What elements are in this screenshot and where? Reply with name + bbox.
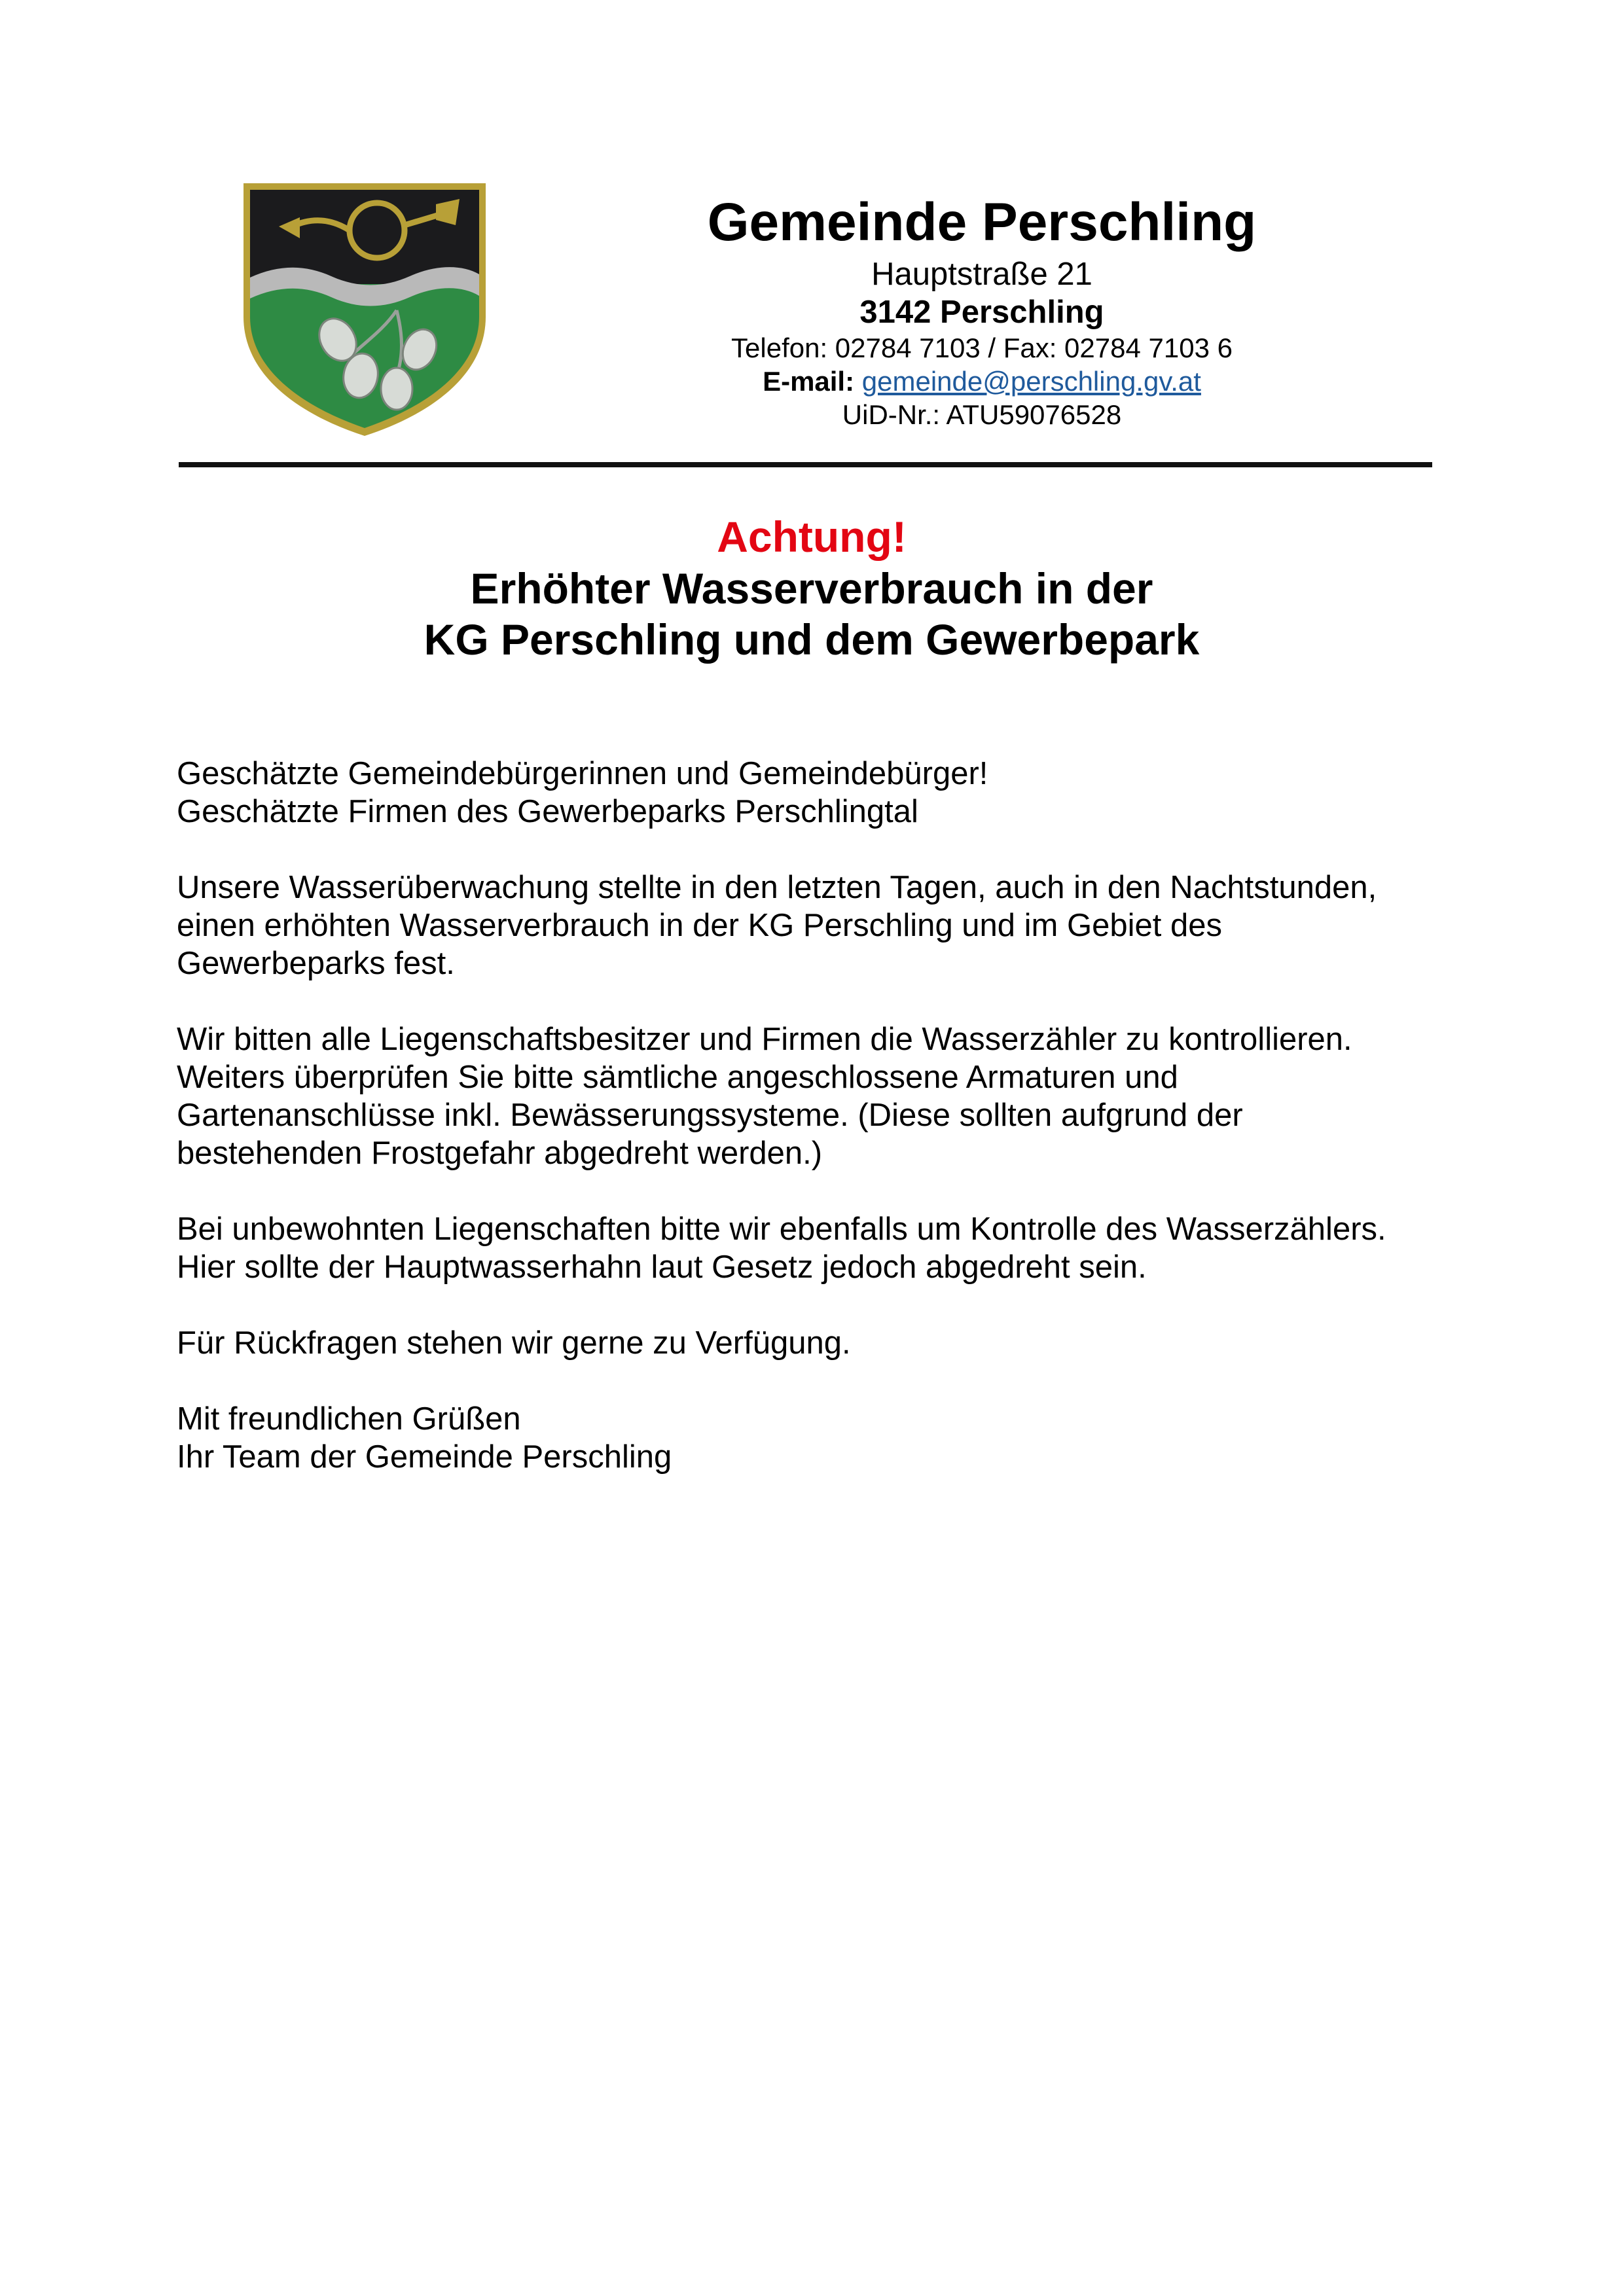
notice-headline (157, 511, 1466, 665)
body-line: Hier sollte der Hauptwasserhahn laut Gesetz jedoch abgedreht sein. (177, 1249, 1147, 1285)
uid-number: UiD-Nr.: ATU59076528 (842, 399, 1122, 430)
body-line: bestehenden Frostgefahr abgedreht werden.) (177, 1136, 823, 1171)
paragraph-request (177, 1020, 1486, 1172)
crest-shield-icon (240, 179, 490, 439)
email-label: E-mail: (763, 366, 855, 397)
body-line: Weiters überprüfen Sie bitte sämtliche angeschlossene Armaturen und (177, 1060, 1178, 1095)
postal-city: 3142 Perschling (859, 295, 1104, 330)
paragraph-monitoring (177, 869, 1486, 982)
email-link[interactable]: gemeinde@perschling.gv.at (861, 366, 1201, 397)
greeting-line: Geschätzte Firmen des Gewerbeparks Perschlingtal (177, 794, 918, 829)
organization-name: Gemeinde Perschling (707, 192, 1257, 252)
letter-body (177, 755, 1486, 1514)
notice-title-line-1: Erhöhter Wasserverbrauch in der (470, 564, 1153, 613)
greeting-line: Geschätzte Gemeindebürgerinnen und Gemeindebürger! (177, 756, 988, 791)
closing-line: Ihr Team der Gemeinde Perschling (177, 1439, 672, 1475)
body-line: Unsere Wasserüberwachung stellte in den letzten Tagen, auch in den Nachtstunden, (177, 870, 1377, 905)
body-line: Bei unbewohnten Liegenschaften bitte wir ebenfalls um Kontrolle des Wasserzählers. (177, 1211, 1386, 1247)
body-line: Gewerbeparks fest. (177, 946, 455, 981)
alert-label: Achtung! (717, 512, 907, 561)
paragraph-unoccupied (177, 1210, 1486, 1286)
body-line: Wir bitten alle Liegenschaftsbesitzer und Firmen die Wasserzähler zu kontrollieren. (177, 1022, 1352, 1057)
header-divider (179, 462, 1432, 467)
municipal-crest (240, 179, 490, 439)
street-address: Hauptstraße 21 (871, 257, 1092, 292)
closing (177, 1400, 1486, 1476)
paragraph-questions (177, 1324, 1486, 1362)
body-line: Für Rückfragen stehen wir gerne zu Verfügung. (177, 1325, 851, 1361)
body-line: einen erhöhten Wasserverbrauch in der KG Perschling und im Gebiet des (177, 908, 1222, 943)
body-line: Gartenanschlüsse inkl. Bewässerungssysteme. (Diese sollten aufgrund der (177, 1098, 1243, 1133)
email-line (589, 365, 1375, 398)
notice-title-line-2: KG Perschling und dem Gewerbepark (424, 615, 1200, 664)
closing-line: Mit freundlichen Grüßen (177, 1401, 521, 1437)
letterhead (589, 190, 1375, 431)
phone-fax: Telefon: 02784 7103 / Fax: 02784 7103 6 (731, 332, 1233, 363)
greeting (177, 755, 1486, 831)
